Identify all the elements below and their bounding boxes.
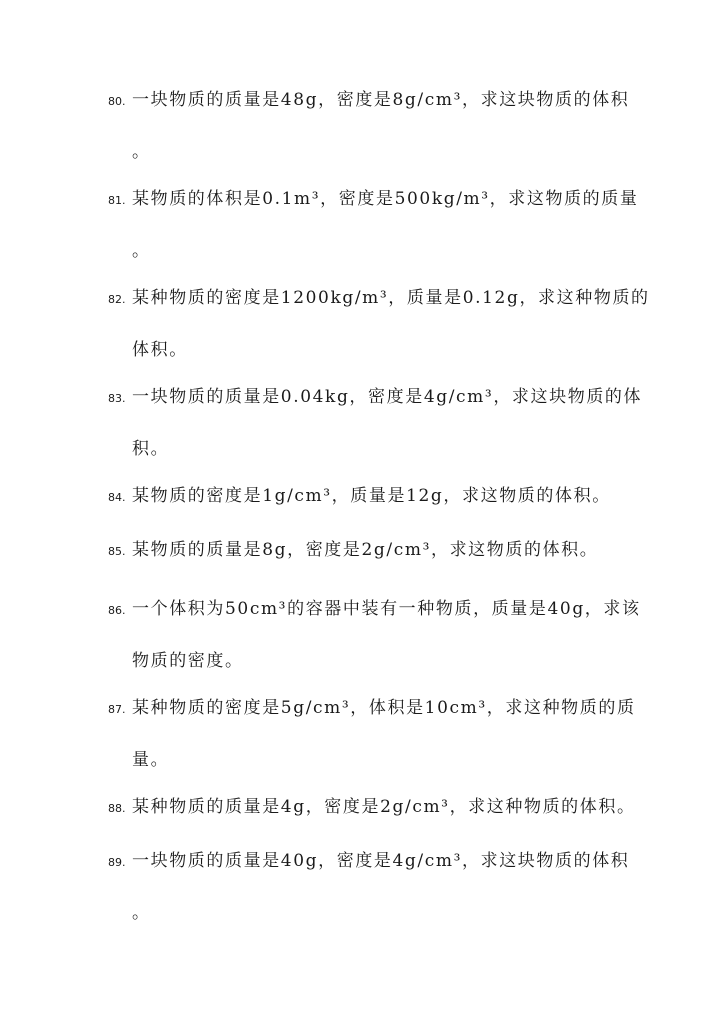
question-87 — [108, 683, 648, 785]
question-text: 一块物质的质量是0.04kg，密度是4g/cm³，求这块物质的体 — [132, 387, 643, 407]
question-number: 84. — [108, 491, 126, 504]
question-number: 83. — [108, 392, 126, 405]
question-line — [108, 525, 648, 577]
question-line — [108, 683, 648, 735]
question-text: 某物质的质量是8g，密度是2g/cm³，求这物质的体积。 — [132, 540, 599, 560]
question-line — [108, 584, 648, 636]
question-number: 85. — [108, 545, 126, 558]
question-number: 86. — [108, 604, 126, 617]
question-80 — [108, 75, 648, 177]
question-text: 一个体积为50cm³的容器中装有一种物质，质量是40g，求该 — [132, 599, 641, 619]
question-line — [108, 471, 648, 523]
question-89 — [108, 836, 648, 938]
question-continuation: 量。 — [132, 750, 170, 770]
question-88 — [108, 782, 648, 834]
question-text: 某种物质的密度是1200kg/m³，质量是0.12g，求这种物质的 — [132, 288, 650, 308]
question-line — [108, 174, 648, 226]
question-line — [108, 836, 648, 888]
question-text: 某种物质的密度是5g/cm³，体积是10cm³，求这种物质的质 — [132, 698, 636, 718]
question-continuation: 。 — [132, 903, 151, 923]
question-continuation: 。 — [132, 142, 151, 162]
question-86 — [108, 584, 648, 686]
question-number: 81. — [108, 194, 126, 207]
question-text: 一块物质的质量是48g，密度是8g/cm³，求这块物质的体积 — [132, 90, 630, 110]
question-85 — [108, 525, 648, 577]
question-number: 88. — [108, 802, 126, 815]
question-continuation: 体积。 — [132, 340, 188, 360]
question-line — [108, 372, 648, 424]
question-82 — [108, 273, 648, 375]
question-line — [108, 75, 648, 127]
question-line — [108, 782, 648, 834]
question-continuation: 积。 — [132, 439, 170, 459]
question-number: 80. — [108, 95, 126, 108]
question-83 — [108, 372, 648, 474]
question-line — [108, 273, 648, 325]
question-text: 某物质的体积是0.1m³，密度是500kg/m³，求这物质的质量 — [132, 189, 639, 209]
question-number: 89. — [108, 856, 126, 869]
question-text: 某物质的密度是1g/cm³，质量是12g，求这物质的体积。 — [132, 486, 611, 506]
question-continuation: 。 — [132, 241, 151, 261]
question-number: 82. — [108, 293, 126, 306]
question-continuation: 物质的密度。 — [132, 651, 244, 671]
question-text: 某种物质的质量是4g，密度是2g/cm³，求这种物质的体积。 — [132, 797, 636, 817]
question-text: 一块物质的质量是40g，密度是4g/cm³，求这块物质的体积 — [132, 851, 630, 871]
question-81 — [108, 174, 648, 276]
question-84 — [108, 471, 648, 523]
question-number: 87. — [108, 703, 126, 716]
